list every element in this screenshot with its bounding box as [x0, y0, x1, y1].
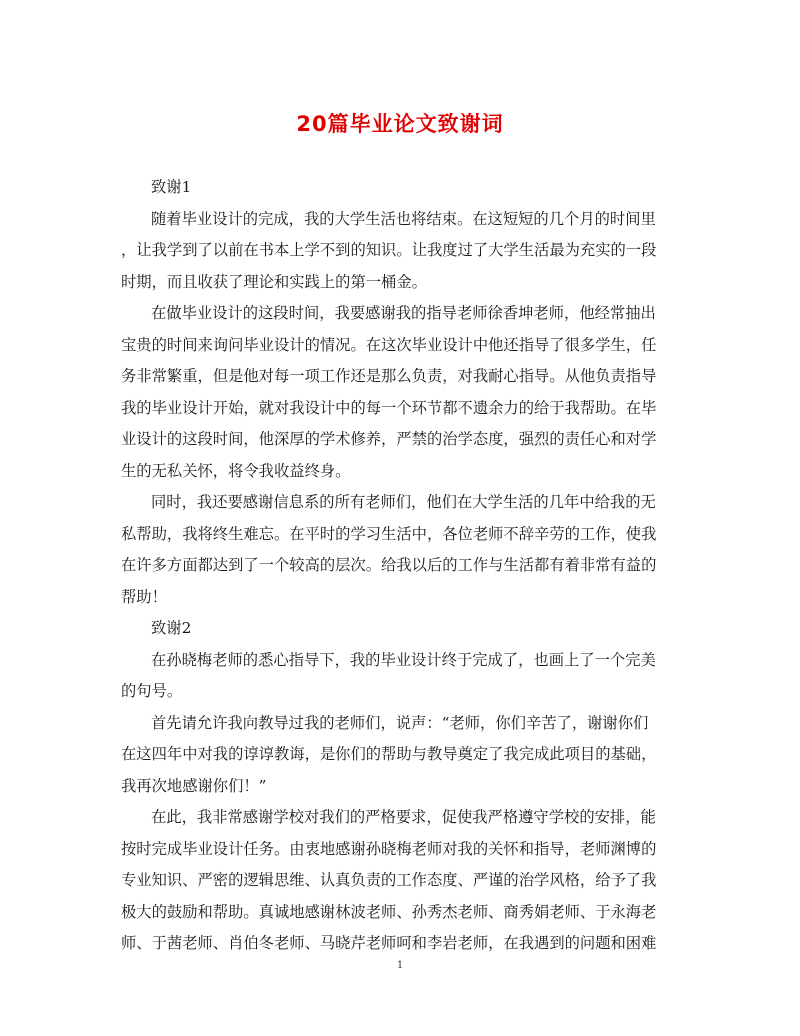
text-line: 按时完成毕业设计任务。由衷地感谢孙晓梅老师对我的关怀和指导，老师渊博的	[121, 839, 657, 858]
text-line: ，让我学到了以前在书本上学不到的知识。让我度过了大学生活最为充实的一段	[121, 241, 657, 259]
text-line: 宝贵的时间来询问毕业设计的情况。在这次毕业设计中他还指导了很多学生，任	[121, 335, 657, 354]
text-line: 专业知识、严密的逻辑思维、认真负责的工作态度、严谨的治学风格，给予了我	[121, 871, 657, 889]
text-line: 业设计的这段时间，他深厚的学术修养，严禁的治学态度，强烈的责任心和对学	[121, 430, 657, 448]
text-line: 时期，而且收获了理论和实践上的第一桶金。	[121, 272, 427, 291]
text-line: 在此，我非常感谢学校对我们的严格要求，促使我严格遵守学校的安排，能	[151, 808, 656, 826]
text-line: 我再次地感谢你们！”	[121, 776, 267, 795]
text-line: 私帮助，我将终生难忘。在平时的学习生活中，各位老师不辞辛劳的工作，使我	[121, 524, 657, 543]
text-line: 帮助！	[121, 587, 167, 606]
text-line: 生的无私关怀，将令我收益终身。	[121, 461, 351, 480]
text-line: 务非常繁重，但是他对每一项工作还是那么负责，对我耐心指导。从他负责指导	[121, 367, 657, 385]
text-line: 随着毕业设计的完成，我的大学生活也将结束。在这短短的几个月的时间里	[151, 209, 656, 228]
document-body	[121, 172, 677, 960]
text-line: 在做毕业设计的这段时间，我要感谢我的指导老师徐香坤老师，他经常抽出	[151, 304, 656, 322]
text-line: 致谢1	[151, 178, 192, 196]
page-number: 1	[396, 960, 404, 971]
text-line: 的句号。	[121, 682, 183, 700]
text-line: 我的毕业设计开始，就对我设计中的每一个环节都不遗余力的给于我帮助。在毕	[121, 398, 657, 417]
text-line: 在许多方面都达到了一个较高的层次。给我以后的工作与生活都有着非常有益的	[121, 556, 657, 574]
text-line: 首先请允许我向教导过我的老师们，说声：“老师，你们辛苦了，谢谢你们	[151, 713, 649, 732]
text-line: 致谢2	[151, 619, 192, 637]
document-title: 20篇毕业论文致谢词	[296, 112, 504, 136]
text-line: 极大的鼓励和帮助。真诚地感谢林波老师、孙秀杰老师、商秀娟老师、于永海老	[121, 902, 657, 921]
text-line: 同时，我还要感谢信息系的所有老师们，他们在大学生活的几年中给我的无	[151, 493, 656, 511]
text-line: 在孙晓梅老师的悉心指导下，我的毕业设计终于完成了，也画上了一个完美	[151, 650, 656, 669]
text-line: 在这四年中对我的谆谆教诲，是你们的帮助与教导奠定了我完成此项目的基础，	[121, 745, 657, 763]
text-line: 师、于茜老师、肖伯冬老师、马晓芹老师呵和李岩老师，在我遇到的问题和困难	[121, 934, 657, 952]
